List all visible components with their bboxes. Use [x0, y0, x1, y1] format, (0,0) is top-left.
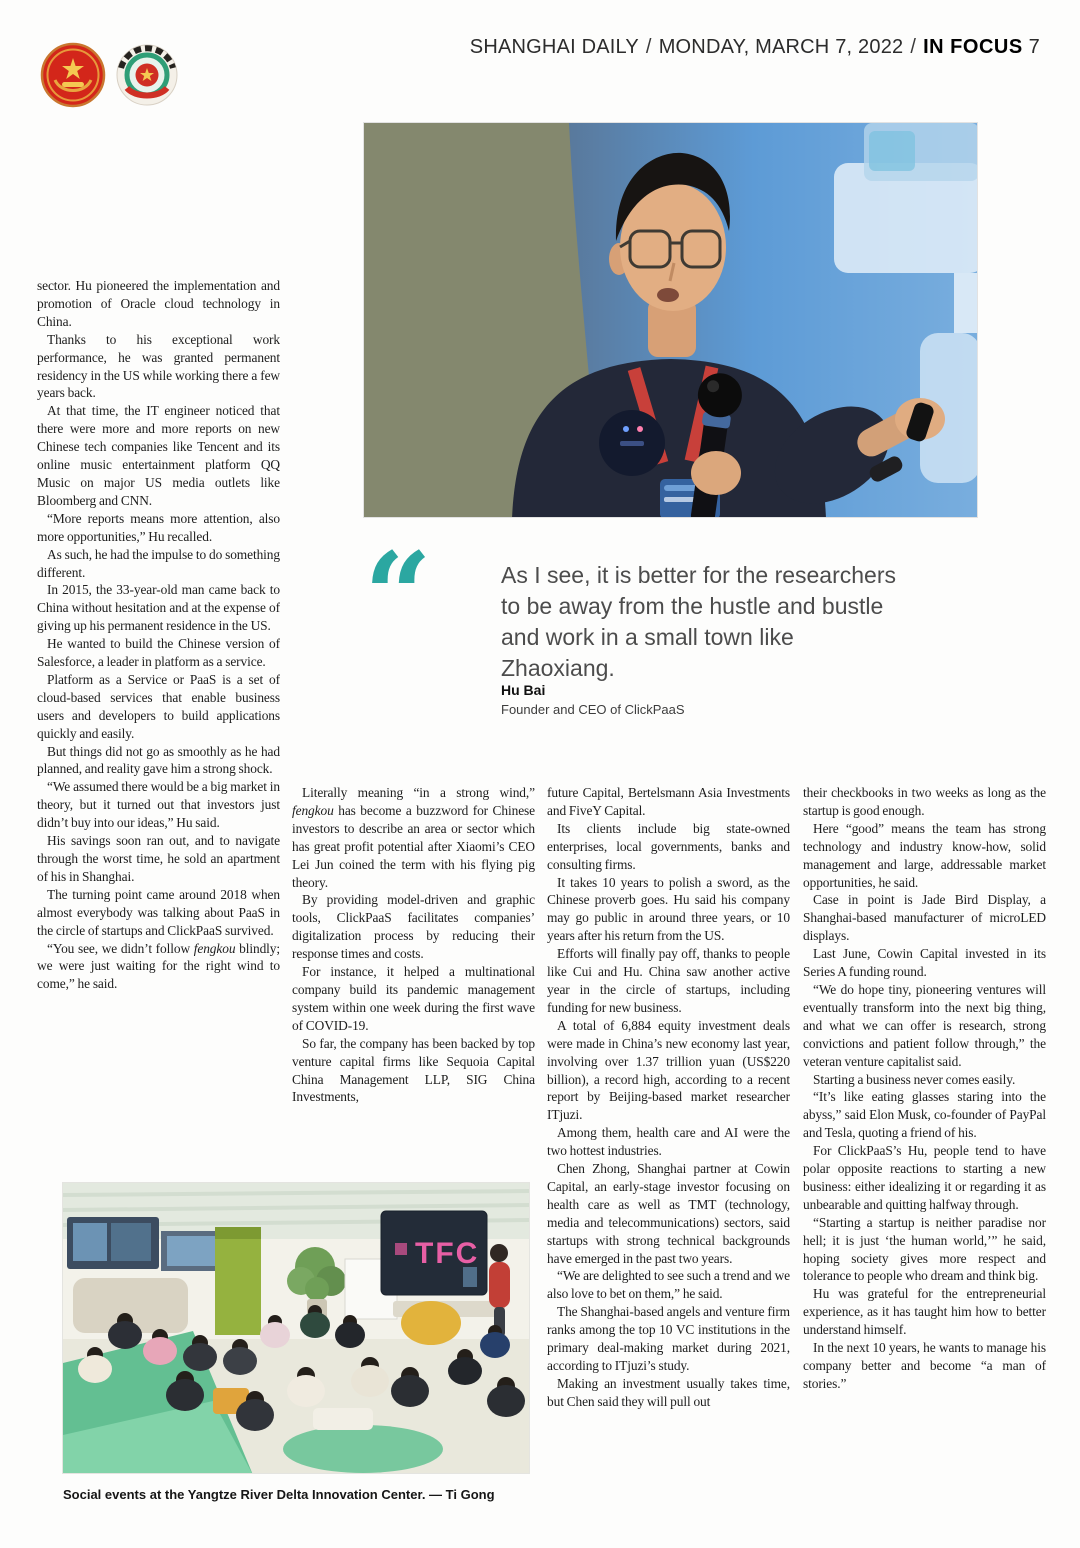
article-paragraph: So far, the company has been backed by top venture capital firms like Sequoia Capital China Management LLP, SIG China Investments, [292, 1035, 535, 1105]
article-paragraph: He wanted to build the Chinese version of Salesforce, a leader in platform as a service. [37, 636, 280, 670]
article-column-3 [547, 784, 790, 1532]
article-paragraph: For ClickPaaS’s Hu, people tend to have polar opposite reactions to starting a new business: either idealizing it or regarding it as unbearable and quitting halfway through. [803, 1143, 1046, 1212]
main-photo-scene [364, 123, 978, 518]
masthead-paper-name: SHANGHAI DAILY [469, 36, 639, 58]
article-paragraph: their checkbooks in two weeks as long as the startup is good enough. [803, 785, 1046, 818]
prc-national-emblem-icon [40, 42, 106, 108]
yellow-pouf [401, 1301, 461, 1345]
article-paragraph: Here “good” means the team has strong technology and industry know-how, solid management and large, addressable market opportunities, he said. [803, 820, 1046, 890]
article-paragraph: “We assumed there would be a big market in theory, but it turned out that investors just didn’t buy into our ideas,” Hu said. [37, 779, 280, 831]
green-wall-panel-top [215, 1227, 261, 1239]
article-paragraph: For instance, it helped a multinational company build its pandemic management system within one week during the first wave of COVID-19. [292, 964, 535, 1033]
article-paragraph: Case in point is Jade Bird Display, a Shanghai-based manufacturer of microLED displays. [803, 892, 1046, 944]
quote-mark-icon: “ [364, 526, 426, 665]
green-wall-panel [215, 1227, 261, 1335]
article-paragraph: “It’s like eating glasses staring into the abyss,” said Elon Musk, co-founder of PayPal and Tesla, quoting a friend of his. [803, 1089, 1046, 1141]
masthead-page-number: 7 [1028, 36, 1040, 58]
article-column-1 [37, 277, 280, 1157]
article-paragraph: “We do hope tiny, pioneering ventures will eventually transform into the next big thing, and what we can offer is research, strong convictions and patient follow through,” the veteran venture capitalist said. [803, 981, 1046, 1069]
badge-glow [620, 441, 644, 446]
pull-quote-text: As I see, it is better for the researchers to be away from the hustle and bustle and work in a small town like Zhaoxiang. [501, 562, 896, 681]
social-photo [62, 1182, 530, 1474]
low-table [313, 1408, 373, 1430]
article-paragraph: Starting a business never comes easily. [813, 1071, 1016, 1087]
article-paragraph: The Shanghai-based angels and venture firm ranks among the top 10 VC institutions in the primary deal-making market during 2021, according to ITjuzi’s study. [547, 1304, 790, 1373]
article-paragraph: Its clients include big state-owned enterprises, local governments, banks and consulting firms. [547, 820, 790, 872]
article-paragraph: The turning point came around 2018 when almost everybody was talking about PaaS in the circle of startups and ClickPaaS survived. [37, 886, 280, 938]
article-paragraph: A total of 6,884 equity investment deals were made in China’s new economy last year, involving over 1.37 trillion yuan (US$220 billion), a record high, according to a recent report by Beijing-based market researcher ITjuzi. [547, 1017, 790, 1123]
article-paragraph: In the next 10 years, he wants to manage his company better and become “a man of stories.” [803, 1340, 1046, 1391]
article-paragraph: sector. Hu pioneered the implementation and promotion of Oracle cloud technology in China. [37, 278, 280, 329]
article-column-4 [803, 784, 1046, 1532]
tv-screen-text: TFC [415, 1237, 480, 1270]
badge-glow [623, 426, 629, 432]
article-paragraph: It takes 10 years to polish a sword, as the Chinese proverb goes. Hu said his company may go public in around three years, or 10 years after his return from the US. [547, 874, 790, 944]
article-paragraph: “Starting a startup is neither paradise nor hell; it is just ‘the human world,’” he said, hoping society gives more respect and tolerance to people who dream and think big. [803, 1214, 1046, 1284]
article-paragraph: Literally meaning “in a strong wind,” fengkou has become a buzzword for Chinese investors to describe an area or sector which has great profit potential after Xiaomi’s CEO Lei Jun coined the term with his flying pig theory. [292, 785, 535, 890]
pull-quote-author: Hu Bai [501, 682, 546, 698]
article-paragraph: As such, he had the impulse to do something different. [37, 546, 280, 580]
social-photo-caption: Social events at the Yangtze River Delta Innovation Center. — Ti Gong [63, 1487, 495, 1502]
speaker-mouth [657, 288, 679, 302]
article-paragraph: At that time, the IT engineer noticed that there were more and more reports on new Chinese tech companies like Tencent and its online music entertainment platform QQ Music on major US media outlets like Bloomberg and CNN. [37, 403, 280, 508]
article-paragraph: Making an investment usually takes time, but Chen said they will pull out [547, 1375, 790, 1409]
main-photo [363, 122, 978, 518]
badge-glow [637, 426, 643, 432]
masthead-emblems [40, 42, 179, 108]
article-paragraph: “We are delighted to see such a trend and we also love to bet on them,” he said. [547, 1268, 790, 1302]
social-photo-scene [63, 1183, 530, 1474]
article-column-2 [292, 784, 535, 1176]
presentation-tv [381, 1211, 487, 1295]
article-paragraph: By providing model-driven and graphic tools, ClickPaaS facilitates companies’ digitalization process by reducing their response times and costs. [292, 892, 535, 962]
article-paragraph: In 2015, the 33-year-old man came back to China without hesitation and at the expense of giving up his permanent residence in the US. [37, 582, 280, 634]
article-paragraph: future Capital, Bertelsmann Asia Investments and FiveY Capital. [547, 785, 790, 818]
masthead-section: IN FOCUS [923, 36, 1023, 58]
masthead-date: MONDAY, MARCH 7, 2022 [658, 36, 904, 58]
article-paragraph: “You see, we didn’t follow fengkou blindly; we were just waiting for the right wind to come,” he said. [37, 940, 280, 992]
pull-quote-author-title: Founder and CEO of ClickPaaS [501, 702, 685, 717]
article-paragraph: Last June, Cowin Capital invested in its Series A funding round. [803, 946, 1046, 980]
cppcc-emblem-icon [115, 42, 179, 108]
speaker-right-hand [691, 451, 741, 495]
article-paragraph: But things did not go as smoothly as he had planned, and reality gave him a strong shock. [37, 743, 280, 777]
article-paragraph: Chen Zhong, Shanghai partner at Cowin Capital, an early-stage investor focusing on health care as well as TMT (technology, media and telecommunications) sectors, said startups with strong technical backgrounds have emerged in the past two years. [547, 1161, 790, 1266]
masthead-separator: / [910, 36, 917, 58]
article-paragraph: Efforts will finally pay off, thanks to people like Cui and Hu. China saw another active year in the circle of startups, including funding for new business. [547, 946, 790, 1015]
masthead-separator: / [645, 36, 652, 58]
article-paragraph: His savings soon ran out, and to navigate through the worst time, he sold an apartment of his in Shanghai. [37, 833, 280, 884]
article-paragraph: Hu was grateful for the entrepreneurial experience, as it has taught him how to better understand himself. [803, 1286, 1046, 1338]
green-mat-right [283, 1425, 443, 1473]
article-paragraph: Platform as a Service or PaaS is a set of cloud-based services that enable business users and developers to build applications quickly and easily. [37, 671, 280, 741]
article-paragraph: Among them, health care and AI were the two hottest industries. [547, 1125, 790, 1159]
article-paragraph: Thanks to his exceptional work performance, he was granted permanent residency in the US while working there a few years back. [37, 331, 280, 401]
article-paragraph: “More reports means more attention, also more opportunities,” Hu recalled. [37, 510, 280, 544]
